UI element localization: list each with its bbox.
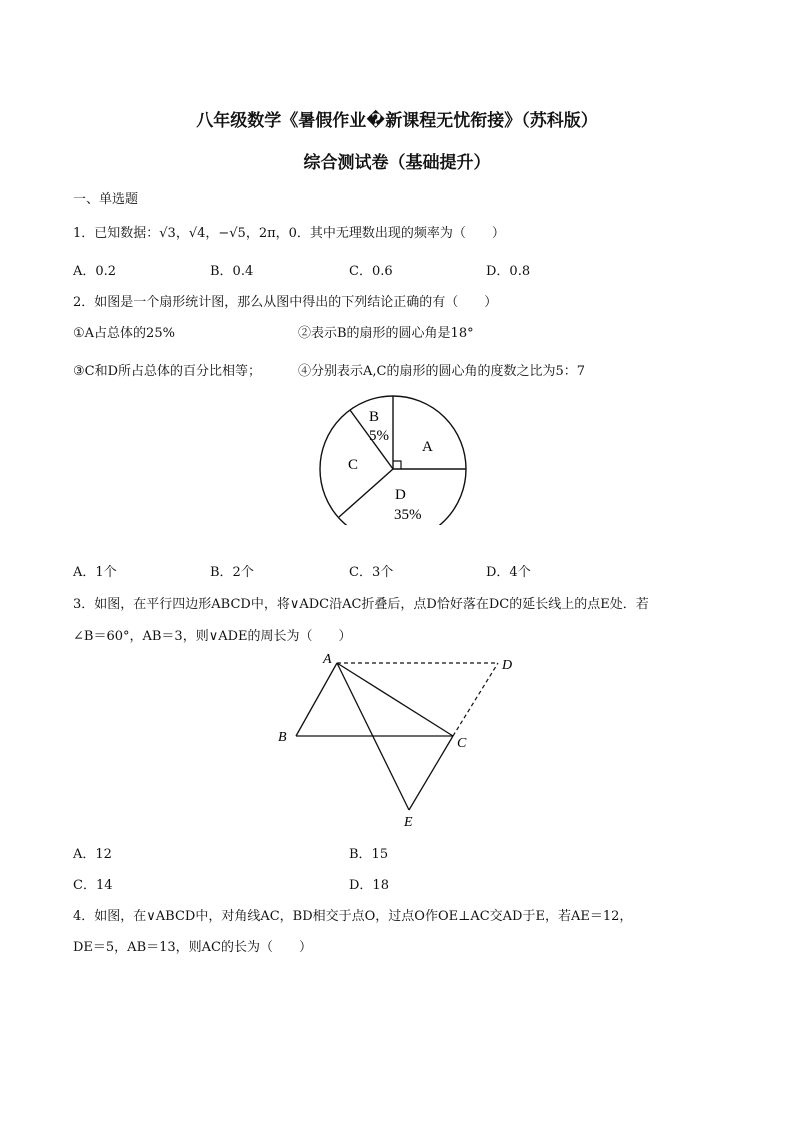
q1-option-a: A．0.2 — [73, 264, 117, 279]
q1-option-c: C．0.6 — [349, 264, 393, 279]
document-title: 八年级数学《暑假作业�新课程无忧衔接》（苏科版） — [196, 111, 598, 131]
right-angle-mark — [393, 461, 401, 469]
q1-option-b: B．0.4 — [210, 264, 254, 279]
pie-label-c: C — [348, 457, 359, 473]
q3-option-b: B．15 — [349, 847, 389, 862]
q2-option-d: D．4个 — [486, 565, 531, 580]
segment-cd-dashed — [453, 663, 498, 736]
point-label-d: D — [502, 658, 513, 673]
point-label-c: C — [457, 736, 467, 751]
q3-option-c: C．14 — [73, 878, 113, 893]
q3-option-d: D．18 — [349, 878, 389, 893]
q2-option-a: A．1个 — [73, 565, 117, 580]
parallelogram-figure — [270, 645, 530, 835]
q1-stem: 1．已知数据：√3，√4，−√5，2π，0．其中无理数出现的频率为（ ） — [73, 226, 505, 241]
q2-option-b: B．2个 — [210, 565, 254, 580]
q3-stem-line1: 3．如图，在平行四边形ABCD中，将∨ADC沿AC折叠后，点D恰好落在DC的延长线上的点E处．若 — [73, 597, 649, 612]
point-label-a: A — [323, 652, 332, 667]
pie-label-b-pct: 5% — [369, 428, 389, 444]
pie-divider-cd — [339, 469, 393, 517]
q2-option-c: C．3个 — [349, 565, 394, 580]
q2-statement-1: ①A占总体的25% — [73, 326, 175, 341]
pie-chart-figure — [310, 385, 475, 525]
pie-label-d: D — [395, 487, 406, 503]
q3-option-a: A．12 — [73, 847, 112, 862]
point-label-e: E — [404, 815, 413, 830]
point-label-b: B — [278, 730, 287, 745]
pie-label-a: A — [422, 439, 433, 455]
q1-option-d: D．0.8 — [486, 264, 531, 279]
segment-ec — [409, 736, 453, 810]
q2-statement-3: ③C和D所占总体的百分比相等； — [73, 364, 262, 379]
q3-stem-line2: ∠B＝60°，AB＝3，则∨ADE的周长为（ ） — [73, 629, 352, 644]
pie-label-b: B — [369, 409, 380, 425]
segment-ab — [296, 663, 337, 736]
q4-stem-line1: 4．如图，在∨ABCD中，对角线AC，BD相交于点O，过点O作OE⊥AC交AD于E，若AE＝12， — [73, 909, 633, 924]
q4-stem-line2: DE＝5，AB＝13，则AC的长为（ ） — [73, 940, 313, 955]
section-heading: 一、单选题 — [73, 192, 139, 207]
pie-label-d-pct: 35% — [394, 507, 422, 523]
q2-stem: 2．如图是一个扇形统计图，那么从图中得出的下列结论正确的有（ ） — [73, 295, 498, 310]
q2-statement-4: ④分别表示A,C的扇形的圆心角的度数之比为5：7 — [298, 364, 586, 379]
document-subtitle: 综合测试卷（基础提升） — [303, 153, 491, 173]
q2-statement-2: ②表示B的扇形的圆心角是18° — [298, 326, 474, 341]
